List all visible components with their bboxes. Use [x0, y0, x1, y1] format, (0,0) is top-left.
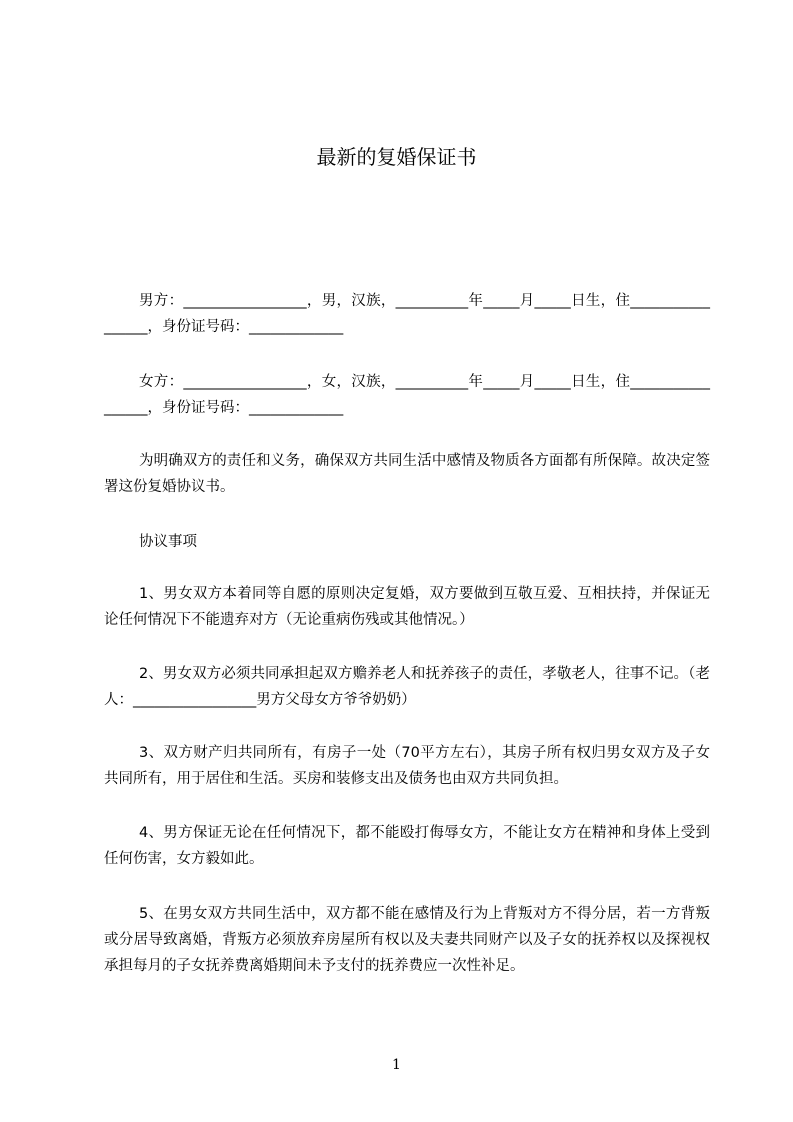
- male-party-paragraph: 男方：_________________，男，汉族，__________年_____月_____日生，住_________________，身份证号码：_____________: [104, 293, 710, 335]
- agreement-item-3: 3、双方财产归共同所有，有房子一处（70平方左右），其房子所有权归男女双方及子女共同所有，用于居住和生活。买房和装修支出及债务也由双方共同负担。: [104, 745, 710, 787]
- agreement-item-4: 4、男方保证无论在任何情况下，都不能殴打侮辱女方，不能让女方在精神和身体上受到任何伤害，女方毅如此。: [104, 825, 710, 867]
- intro-paragraph: 为明确双方的责任和义务，确保双方共同生活中感情及物质各方面都有所保障。故决定签署这份复婚协议书。: [104, 453, 710, 495]
- section-heading: 协议事项: [139, 534, 197, 550]
- female-party-paragraph: 女方：_________________，女，汉族，__________年_____月_____日生，住_________________，身份证号码：_____________: [104, 374, 710, 416]
- document-title: 最新的复婚保证书: [316, 145, 477, 169]
- agreement-item-2: 2、男女双方必须共同承担起双方赡养老人和抚养孩子的责任，孝敬老人，往事不记。（老人：_________________男方父母女方爷爷奶奶）: [104, 666, 710, 708]
- page-number: 1: [392, 1057, 401, 1073]
- agreement-item-1: 1、男女双方本着同等自愿的原则决定复婚，双方要做到互敬互爱、互相扶持，并保证无论任何情况下不能遗弃对方（无论重病伤残或其他情况。）: [104, 586, 710, 628]
- agreement-item-5: 5、在男女双方共同生活中，双方都不能在感情及行为上背叛对方不得分居，若一方背叛或分居导致离婚，背叛方必须放弃房屋所有权以及夫妻共同财产以及子女的抚养权以及探视权承担每月的子女抚养费离婚期间未予支付的抚养费应一次性补足。: [104, 906, 710, 974]
